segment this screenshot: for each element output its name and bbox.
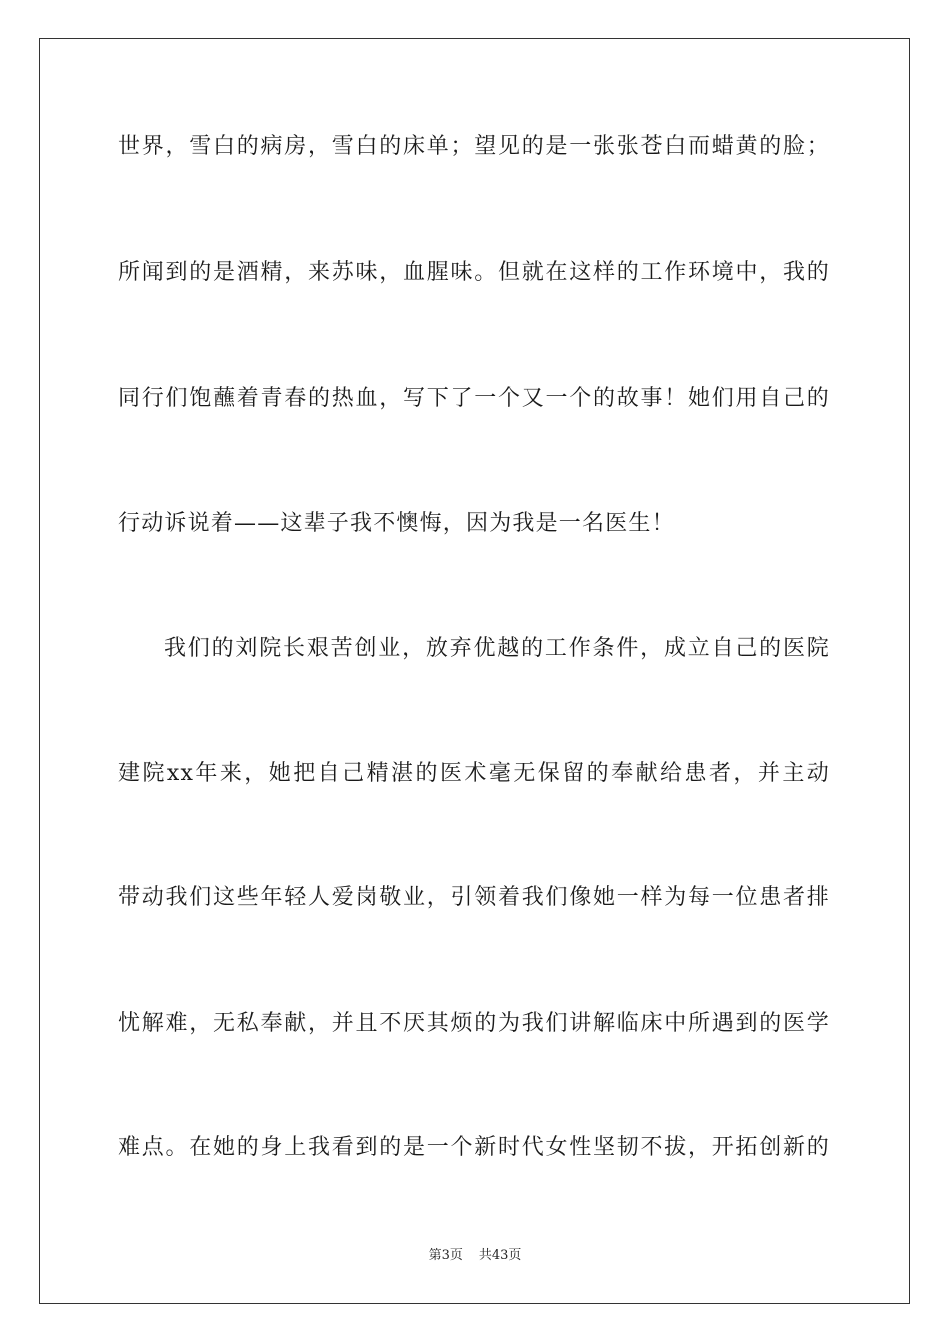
text-line: 同行们饱蘸着青春的热血，写下了一个又一个的故事！她们用自己的: [118, 386, 830, 411]
page-footer: [0, 1247, 950, 1265]
text-line: 忧解难，无私奉献，并且不厌其烦的为我们讲解临床中所遇到的医学: [118, 1011, 830, 1036]
page-total: 共43页: [478, 1248, 522, 1263]
text-line: 建院xx年来，她把自己精湛的医术毫无保留的奉献给患者，并主动: [118, 761, 830, 786]
text-line: 所闻到的是酒精，来苏味，血腥味。但就在这样的工作环境中，我的: [118, 260, 830, 285]
page-number: 第3页: [428, 1248, 463, 1263]
paragraph-first-line: 我们的刘院长艰苦创业，放弃优越的工作条件，成立自己的医院: [164, 636, 830, 661]
text-line: 世界，雪白的病房，雪白的床单；望见的是一张张苍白而蜡黄的脸；: [118, 134, 830, 159]
text-line: 难点。在她的身上我看到的是一个新时代女性坚韧不拔，开拓创新的: [118, 1135, 830, 1160]
text-line: 行动诉说着——这辈子我不懊悔，因为我是一名医生！: [118, 511, 675, 536]
text-line: 带动我们这些年轻人爱岗敬业，引领着我们像她一样为每一位患者排: [118, 885, 830, 910]
page-frame: [39, 38, 910, 1304]
